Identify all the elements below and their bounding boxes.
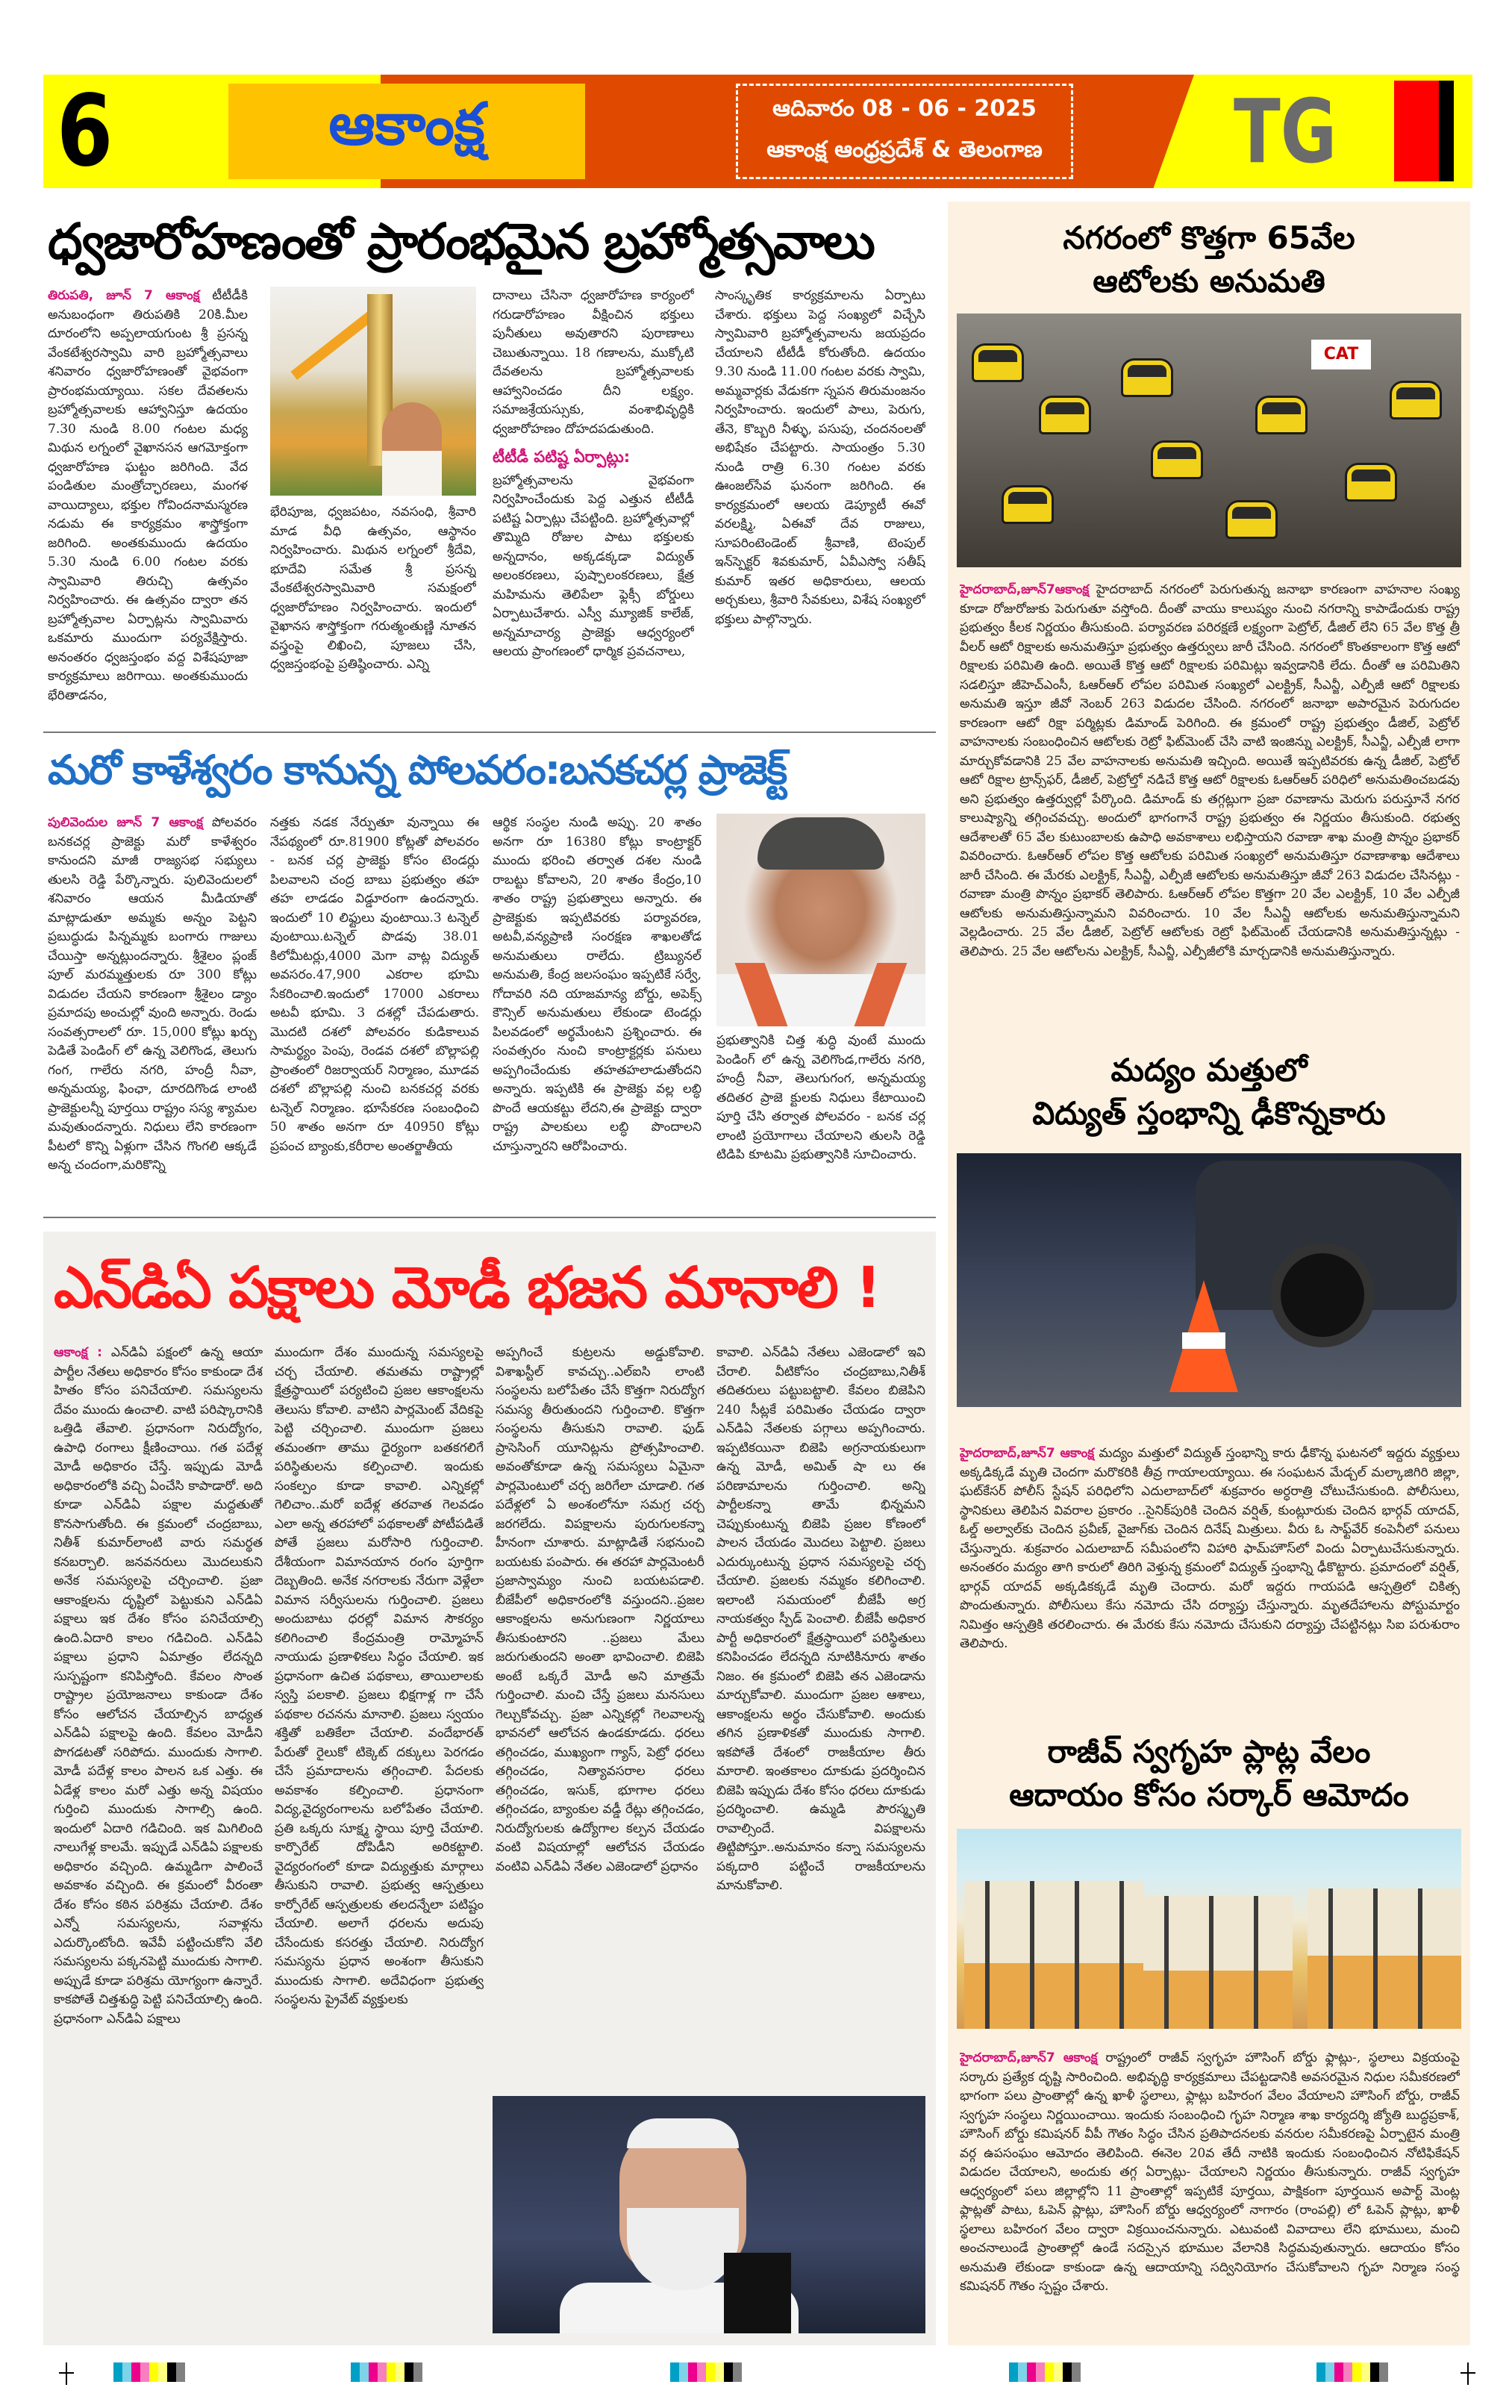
- color-swatch: [733, 2362, 742, 2382]
- color-swatch: [1054, 2362, 1063, 2382]
- auto-rickshaw: [1345, 463, 1397, 502]
- color-swatch: [1045, 2362, 1054, 2382]
- sidebar-story1-text: హైదరాబాద్ నగరంలో పెరుగుతున్న జనాభా కారణంగా వాహనాల సంఖ్య కూడా రోజురోజుకు పెరుగుతూ వస్తోంది. దీంతో వాయు కాలుష్యం నుంచి నగరాన్ని కాపాడేందుకు రాష్ట్ర ప్రభుత్వం కీలక నిర్ణయం తీసుకుంది. పర్యావరణ పరిరక్షణే లక్ష్యంగా పెట్రోల్, డీజిల్ లేని 65 వేల కొత్త త్రీ వీలర్ ఆటో రిక్షాలకు అనుమతిస్తూ ప్రభుత్వం ఉత్తర్వులు జారీ చేసింది. నగరంలో కొంతకాలంగా కొత్త ఆటో రిక్షాలకు పరిమితి ఉంది. అయితే కొత్త ఆటో రిక్షాలకు పరిమిట్లు ఇవ్వడానికి లేదు. దీంతో ఆ పరిమితిని సడలిస్తూ జీహెచ్ఎంసీ, ఓఆర్ఆర్ లోపల పరిమిత సంఖ్యలో ఎలక్ట్రిక్, సీఎన్జీ, ఎల్పీజీ ఆటో రిక్షాలకు అనుమతి ఇస్తూ జీవో నెంబర్ 263 విడుదల చేసింది. నగరంలో జనాభా అపారమైన పెరుగుదల కారణంగా ఆటో రిక్షా పర్మిట్లకు డిమాండ్ పెరిగింది. ఈ క్రమంలో రాష్ట్ర ప్రభుత్వం డీజిల్, పెట్రోల్ వాహనాలకు సంబంధించిన ఆటోలకు రెట్రో ఫిట్‌మెంట్ చేసి వాటి ఇంజిన్ను ఎలక్ట్రిక్, సీఎన్జీ, ఎల్పీజీ లాగా మార్చుకోవడానికి 25 వేల వాహనాలకు అనుమతి ఇచ్చింది. అయితే ఇప్పటివరకు ఉన్న డీజిల్, పెట్రోల్ ఆటో రిక్షాల ట్రాన్స్‌ఫర్, డీజిల్, పెట్రోల్తో నడిచే కొత్త ఆటో రిక్షాలకు ఓఆర్ఆర్ పరిధిలో అనుమతించబడవు అని ప్రభుత్వం ఉత్తర్వుల్లో పేర్కొంది. డిమాండ్ కు తగ్గట్లుగా ప్రజా రవాణాను మెరుగు పరుస్తూనే నగర కాలుష్యాన్ని తగ్గించవచ్చు. అందులో భాగంగానే రాష్ట్ర ప్రభుత్వం ఈ నిర్ణయం తీసుకుంది. రభుత్వ ఆదేశాలతో 65 వేల కుటుంబాలకు ఉపాధి అవకాశాలు లభిస్తాయని రవాణా శాఖ మంత్రి పొన్నం ప్రభాకర్ వివరించారు. ఓఆర్ఆర్ లోపల కొత్త ఆటోలకు పరిమిత సంఖ్యలో అనుమతిస్తూ రవాణాశాఖ ఆదేశాలు జారీ చేసింది. ఈ మేరకు ఎలక్ట్రిక్, సీఎన్జీ, ఎల్పీజీ ఆటోలకు అనుమతిస్తూ జీవో 263 విడుదల చేసినట్లు - రవాణా మంత్రి పొన్నం ప్రభాకర్ తెలిపారు. ఓఆర్ఆర్ లోపల కొత్తగా 20 వేల ఎలక్ట్రిక్, 10 వేల ఎల్పీజీ ఆటోలకు అనుమతిస్తున్నామని వివరించారు. 10 వేల సీఎన్జీ ఆటోలకు అనుమతిస్తున్నామని వెల్లడించారు. 25 వేల డీజిల్, పెట్రోల్ ఆటోలకు రెట్రో ఫిట్‌మెంట్ చేయడానికి అనుమతిస్తున్నట్లు - తెలిపారు. 25 వేల ఆటోలను ఎలక్ట్రిక్, సీఎన్జీ, ఎల్పీజీలోకి మార్చడానికి అనుమతిస్తున్నారు.: [960, 582, 1460, 959]
- story2-column-2: నత్తకు నడక నేర్పుతూ వున్నాయి ఈ నేపథ్యంలో రూ.81900 కోట్లతో పోలవరం - బనక చర్ల ప్రాజెక్టు కోసం టెండర్లు పిలవాలని చంద్ర బాబు ప్రభుత్వం తహ తహ లాడడం విడ్డూరంగా ఉందన్నారు. ఇందులో 10 లిఫ్టులు వుంటాయి.3 టన్నెల్ వుంటాయి.టన్నెల్ పొడవు 38.01 కిలోమీటర్లు,4000 మెగా వాట్ల విద్యుత్ అవసరం.47,900 ఎకరాల భూమి సేకరించాలి.ఇందులో 17000 ఎకరాలు అటవీ భూమి. 3 దశల్లో చేపడుతారు. మొదటి దశలో పోలవరం కుడికాలువ సామర్థ్యం పెంపు, రెండవ దశలో బొల్లాపల్లి ప్రాంతంలో రిజర్వాయర్ నిర్మాణం, మూడవ దశలో బొల్లాపల్లి నుంచి బనకచర్ల వరకు టన్నెల్ నిర్మాణం. భూసేకరణ సంబంధించి 50 శాతం అనగా రూ 40950 కోట్లు ప్రపంచ బ్యాంకు,కరీరాల అంతర్జాతీయ: [270, 815, 479, 1154]
- sidebar-story1-body: [960, 581, 1460, 1021]
- headline-line-1: రాజీవ్ స్వగృహ ప్లాట్ల వేలం: [1047, 1733, 1371, 1770]
- color-swatch: [1018, 2362, 1027, 2382]
- color-swatch: [158, 2362, 167, 2382]
- color-registration-bar: [670, 2362, 742, 2382]
- newspaper-logo[interactable]: [228, 84, 585, 179]
- beard-shape: [627, 2208, 739, 2290]
- sidebar-story3-headline: [955, 1730, 1463, 1817]
- auto-rickshaw: [1039, 396, 1091, 434]
- color-swatch: [360, 2362, 369, 2382]
- color-swatch: [1316, 2362, 1325, 2382]
- modi-speaking-photo: [493, 2096, 925, 2333]
- sidebar-story2-body: [960, 1444, 1460, 1691]
- color-swatch: [1072, 2362, 1081, 2382]
- shop-sign: CAT: [1311, 340, 1371, 369]
- logo-text: ఆకాంక్ష: [328, 90, 485, 158]
- color-swatch: [387, 2362, 396, 2382]
- color-swatch: [1009, 2362, 1018, 2382]
- sidebar-story1-dateline: హైదరాబాద్,జూన్7ఆకాంక్ష: [960, 582, 1090, 597]
- color-swatch: [167, 2362, 176, 2382]
- story1-headline: ధ్వజారోహణంతో ప్రారంభమైన బ్రహ్మోత్సవాలు: [48, 213, 874, 270]
- story1-dateline: తిరుపతి, జూన్ 7 ఆకాంక్ష: [48, 288, 200, 303]
- color-swatch: [113, 2362, 122, 2382]
- color-swatch: [378, 2362, 387, 2382]
- story3-dateline: ఆకాంక్ష :: [54, 1345, 102, 1360]
- crop-mark: [1467, 2362, 1469, 2385]
- story2-col1-text: పోలవరం బనకచర్ల ప్రాజెక్టు మరో కాళేశ్వరం కానుందని మాజీ రాజ్యసభ సభ్యులు తులసి రెడ్డి పేర్కొన్నారు. పులివెందులలో శనివారం ఆయన మీడియాతో మాట్లాడుతూ అమ్మకు అన్నం పెట్టని ప్రబుద్ధుడు పిన్నమ్మకు బంగారు గాజులు చేయిస్తా అన్నట్లుందన్నారు. శ్రీశైలం ప్లంజ్ పూల్ మరమ్మత్తులకు రూ 300 కోట్లు విడుదల చేయని కారణంగా శ్రీశైలం డ్యాం ప్రమాదపు అంచుల్లో వుంది అన్నారు. రెండు సంవత్సరాలలో రూ. 15,000 కోట్లు ఖర్చు పెడితే పెండింగ్ లో ఉన్న వెలిగొండ, తెలుగు గంగ, గాలేరు నగరి, హంద్రీ నీవా, అన్నమయ్య, ఫింఛా, దూరదిగొండ లాంటి ప్రాజెక్టులన్నీ పూర్తయి రాష్ట్రం సస్య శ్యామల మవుతుందన్నారు. నిధులు లేని కారణంగా పీటలో కొన్ని ఏళ్లుగా చేసిన గొంగలి ఆక్కడే అన్న చందంగా,మరికొన్ని: [48, 815, 257, 1173]
- headline-line-2: ఆటోలకు అనుమతి: [1093, 263, 1325, 299]
- portrait-caption: ప్రభుత్వానికి చిత్త శుద్ధి వుంటే ముందు పెండింగ్ లో ఉన్న వెలిగొండ,గాలేరు నగరి, హంద్రీ నీవా, తెలుగుగంగ, అన్నమయ్య తదితర ప్రాజె క్టులకు నిధులు కేటాయించి పూర్తి చేసి తర్వాత పోలవరం - బనక చర్ల లాంటి ప్రయోగాలు చేయాలని తులసి రెడ్డి టిడిపి కూటమి ప్రభుత్వానికి సూచించారు.: [716, 1033, 925, 1162]
- story1-col3-text: దానాలు చేసినా ధ్వజారోహణ కార్యంలో గరుడారోహణం వీక్షించిన భక్తులు పునీతులు అవుతారని పురాణాలు చెబుతున్నాయి. 18 గణాలను, ముక్కోటి దేవతలను బ్రహ్మోత్సవాలకు ఆహ్వానించడం దీని లక్ష్యం. సమాజశ్రేయస్సుకు, వంశాభివృద్ధికి ధ్వజారోహణం దోహదపడుతుంది.: [493, 288, 694, 437]
- color-swatch: [1325, 2362, 1334, 2382]
- story2-dateline: పులివెందుల జూన్ 7 ఆకాంక్ష: [48, 815, 204, 830]
- headline-line-2: విద్యుత్ స్తంభాన్ని ఢీకొన్నకారు: [1032, 1095, 1386, 1132]
- wheel-shape: [1270, 1243, 1375, 1347]
- auto-rickshaw: [972, 343, 1024, 382]
- sidebar-story2-text: మద్యం మత్తులో విద్యుత్ స్తంభాన్ని కారు ఢీకొన్న ఘటనలో ఇద్దరు వ్యక్తులు అక్కడిక్కడే మృతి చెందగా మరొకరికి తీవ్ర గాయాలయ్యాయి. ఈ సంఘటన మేడ్చల్ మల్కాజిగిరి జిల్లా, ఘట్‌కేసర్ పోలీస్ స్టేషన్ పరిధిలోని ఎదులాబాద్‌లో శుక్రవారం అర్ధరాత్రి చోటుచేసుకుంది. పోలీసులు, స్థానికులు తెలిపిన వివరాల ప్రకారం ..సైనిక్‌పురికి చెందిన వర్షిత్, కుంట్లూరుకు చెందిన భార్గవ్ యాదవ్, ఓల్డ్ అల్వాల్‌కు చెందిన ప్రవీణ్, వైజాగ్‌కు చెందిన దినేష్ మిత్రులు. వీరు ఓ సాఫ్ట్‌వేర్ కంపెనీలో పనులు చేస్తున్నారు. శుక్రవారం ఎదులాబాద్ సమీపంలోని విహారి ఫామ్‌హౌస్‌లో విందు ఏర్పాటుచేసుకున్నారు. అనంతరం మద్యం తాగి కారులో తిరిగి వెళ్తున్న క్రమంలో విద్యుత్ స్తంభాన్ని ఢీకొట్టారు. ప్రమాదంలో వర్షిత్, భార్గవ్ యాదవ్ అక్కడికక్కడే మృతి చెందారు. మరో ఇద్దరు గాయపడి ఆస్పత్రిలో చికిత్స పొందుతున్నారు. పోలీసులు కేసు నమోదు చేసి దర్యాప్తు చేస్తున్నారు. మృతదేహాలను పోస్టుమార్టం నిమిత్తం ఆస్పత్రికి తరలించారు. ఈ మేరకు కేసు నమోదు చేసుకుని దర్యాప్తు చేపట్టినట్లు సిఐ పరుశురాం తెలిపారు.: [960, 1446, 1460, 1651]
- sidebar-story3-dateline: హైదరాబాద్,జూన్7 ఆకాంక్ష: [960, 2050, 1098, 2065]
- story3-headline: ఎన్‌డిఏ పక్షాలు మోడీ భజన మానాలి !: [54, 1254, 880, 1320]
- color-swatch: [1370, 2362, 1379, 2382]
- story1-col3b-text: బ్రహ్మోత్సవాలను వైభవంగా నిర్వహించేందుకు పెద్ద ఎత్తున టీటీడీ పటిష్ట ఏర్పాట్లు చేపట్టింది. బ్రహ్మోత్సవాల్లో తొమ్మిది రోజుల పాటు భక్తులకు అన్నదానం, అక్కడక్కడా విద్యుత్ అలంకరణలు, పుష్పాలంకరణలు, క్షేత్ర మహిమను తెలిపేలా ఫ్లెక్సీ బోర్డులు ఏర్పాటుచేశారు. ఎస్వీ మ్యూజిక్ కాలేజ్, అన్నమాచార్య ప్రాజెక్టు ఆధ్వర్యంలో ఆలయ ప్రాంగణంలో ధార్మిక ప్రవచనాలు,: [493, 472, 694, 659]
- story2-column-1: [48, 814, 257, 1202]
- dhoti-shape: [382, 451, 442, 496]
- building-upper: [1308, 1888, 1461, 1956]
- color-swatch: [140, 2362, 149, 2382]
- color-swatch: [688, 2362, 697, 2382]
- color-tab-black: [1439, 81, 1454, 181]
- sidebar-story3-body: [960, 2049, 1460, 2340]
- story3-column-2: ముందుగా దేశం ముందున్న సమస్యలపై చర్చ చేయాలి. తమతమ రాష్ట్రాల్లో క్షేత్రస్థాయిలో పర్యటించి ప్రజల ఆకాంక్షలను తెలుసు కోవాలి. వాటిని పార్లమెంట్ వేదికపై పెట్టి చర్చించాలి. ముందుగా ప్రజలు తమంతగా తాము ధైర్యంగా బతకగలిగే పరిస్థితులను కల్పించాలి. ఇందుకు సంకల్పం కూడా కావాలి. ఎన్నికల్లో గెలిచాం..మరో ఐదేళ్ల తరవాత గెలవడం ఎలా అన్న తరహాలో పథకాలతో పోటీపడితే పోతే ప్రజలు మరోసారి గుర్తించాలి. దేశీయంగా విమానయాన రంగం పూర్తిగా దెబ్బతింది. అనేక నగరాలకు నేరుగా వెళ్లేలా విమాన సర్వీసులను గుర్తించాలి. ప్రజలు అందుబాటు ధరల్లో విమాన సౌకర్యం కలిగించాలి కేంద్రమంత్రి రామ్మోహన్ నాయుడు ప్రణాళికలు సిద్ధం చేయాలి. ఇక ప్రధానంగా ఉచిత పథకాలు, తాయిలాలకు స్వస్తి పలకాలి. ప్రజలు భిక్షగాళ్ల గా చేసే పథకాల రచనను మానాలి. ప్రజలు స్వయం శక్తితో బతికేలా చేయాలి. వందేభారత్ పేరుతో రైలుకో టిక్కెట్ దక్కులు పెరగడం చేసే ప్రమాదాలను తగ్గించాలి. పేదలకు అవకాశం కల్పించాలి. ప్రధానంగా విద్య,వైద్యరంగాలను బలోపేతం చేయాలి. ప్రతి ఒక్కరు సూక్ష్మ స్థాయి పూర్తి చేయాలి. కార్పొరేట్ దోపిడీని అరికట్టాలి. వైద్యరంగంలో కూడా విద్యుత్తుకు మార్గాలు తీసుకుని రావాలి. ప్రభుత్వ ఆస్పత్రులు కార్పోరేట్ ఆస్పత్రులకు తలదన్నేలా పటిష్టం చేయాలి. అలాగే ధరలను అదుపు చేసేందుకు కసరత్తు చేయాలి. నిరుద్యోగ సమస్యను ప్రధాన అంశంగా తీసుకుని ముందుకు సాగాలి. అదేవిధంగా ప్రభుత్వ సంస్థలను ప్రైవేట్ వ్యక్తులకు: [275, 1345, 484, 2007]
- color-tab-red: [1394, 81, 1439, 181]
- sidebar-story1-headline: [955, 216, 1463, 303]
- hair-shape: [757, 817, 884, 870]
- story3-column-4: కావాలి. ఎన్‌డిఏ నేతలు ఎజెండాలో ఇవి చేరాలి. వీటికోసం చంద్రబాబు,నితీశ్ తదితరులు పట్టుబట్టాలి. కేవలం బిజెపిని 240 సీట్లకే పరిమితం చేయడం ద్వారా ఎన్‌డిఏ నేతలకు పగ్గాలు అప్పగించారు. ఇప్పటికయినా బిజెపి అగ్రనాయకులుగా ఉన్న మోడీ, అమిత్ షా లు ఈ పరిణామాలను గుర్తించాలి. అన్ని పార్టీలకన్నా తామే భిన్నమని చెప్పుకుంటున్న బిజెపి ప్రజల కోణంలో పాలన చేయడం మొదలు పెట్టాలి. ప్రజలు ఎదుర్కుంటున్న ప్రధాన సమస్యలపై చర్చ చేయాలి. ప్రజలకు నమ్మకం కలిగించాలి. ఇలాంటి సమయంలో బీజేపీ అగ్ర నాయకత్వం స్పీడ్ పెంచాలి. బీజేపీ అధికార పార్టీ అధికారంలో క్షేత్రస్థాయిలో పరిస్థితులు కనిపించడం లేదన్నది నూటికినూరు శాతం నిజం. ఈ క్రమంలో బిజెపి తన ఎజెండాను మార్చుకోవాలి. ముందుగా ప్రజల ఆశాలు, ఆకాంక్షలను అర్థం చేసుకోవాలి. అందుకు తగిన ప్రణాళికతో ముందుకు సాగాలి. ఇకపోతే దేశంలో రాజకీయాల తీరు మారాలి. ఇంతకాలం దూకుడు ప్రదర్శించిన బిజెపి ఇప్పుడు దేశం కోసం ధరలు దూకుడు ప్రదర్శించాలి. ఉమ్మడి పౌరస్మృతి రావాల్సిందే. విపక్షాలను తిట్టిపోస్తూ..అనుమానం కన్నా సమస్యలను పక్కదారి పట్టించే రాజకీయాలను మానుకోవాలి.: [716, 1345, 925, 1893]
- color-registration-bar: [1009, 2362, 1081, 2382]
- car-accident-photo: [957, 1153, 1461, 1407]
- issue-date: ఆదివారం 08 - 06 - 2025: [772, 95, 1037, 122]
- color-swatch: [396, 2362, 404, 2382]
- color-registration-bar: [1316, 2362, 1388, 2382]
- story3-column-3: అప్పగించే కుట్రలను అడ్డుకోవాలి. విశాఖస్టీల్ కావచ్చు..ఎల్ఐసి లాంటి సంస్థలను బలోపేతం చేసే కొత్తగా నిరుద్యోగ సమస్య తీరుతుందని గుర్తించాలి. కొత్తగా సంస్థలను తీసుకుని రావాలి. ఫుడ్ ప్రాసెసింగ్ యూనిట్లను ప్రోత్సహించాలి. అవంతోకూడా ఉన్న సమస్యలు ఏమైనా పార్లమెంటులో చర్చ జరిగేలా చూడాలి. గత పదేళ్లలో ఏ అంశంలోనూ సమగ్ర చర్చ జరగలేదు. విపక్షాలను పురుగులకన్నా హీనంగా చూశారు. మాట్లాడితే సభనుంచి బయటకు పంపారు. ఈ తరహా పార్లమెంటరీ ప్రజాస్వామ్యం నుంచి బయటపడాలి. బీజేపీలో అధికారంలోకి వస్తుందని..ప్రజల ఆకాంక్షలను అనుగుణంగా నిర్ణయాలు తీసుకుంటారని ..ప్రజలు మేలు జరుగుతుందని అంతా భావించాలి. బిజెపి అంటే ఒక్కరే మోడీ అని మాత్రమే గుర్తించాలి. మంచి చేస్తే ప్రజలు మనసులు గెల్చుకోవచ్చు. ప్రజా ఎన్నికల్లో గెలవాలన్న భావనలో ఆలోచన ఉండకూడదు. ధరలు తగ్గించడం, ముఖ్యంగా గ్యాస్, పెట్రో ధరలు తగ్గించడం, నిత్యావసరాల ధరలు తగ్గించడం, ఇసుక్, భూగాల ధరలు తగ్గించడం, బ్యాంకుల వడ్డీ రేట్లు తగ్గించడం, నిరుద్యోగులకు ఉద్యోగాల కల్పన చేయడం వంటి విషయాల్లో ఆలోచన చేయడం వంటివి ఎన్‌డిఏ నేతల ఎజెండాలో ప్రధానం: [496, 1345, 705, 1874]
- auto-rickshaw: [1002, 485, 1054, 524]
- divider: [43, 1217, 936, 1218]
- color-swatch: [122, 2362, 131, 2382]
- building-upper: [1143, 1896, 1293, 1971]
- region-code: TG: [1234, 80, 1337, 183]
- cone-stripe: [1182, 1332, 1225, 1349]
- auto-rickshaw: [1151, 440, 1203, 479]
- color-swatch: [1352, 2362, 1361, 2382]
- color-swatch: [369, 2362, 378, 2382]
- tulasi-reddy-portrait: [716, 814, 925, 1026]
- edition-name: ఆకాంక్ష ఆంధ్రప్రదేశ్ & తెలంగాణ: [766, 136, 1043, 163]
- date-edition-box: [736, 84, 1073, 179]
- headline-line-1: మద్యం మత్తులో: [1110, 1052, 1308, 1088]
- color-registration-bar: [113, 2362, 185, 2382]
- headline-line-1: నగరంలో కొత్తగా 65వేల: [1063, 219, 1355, 256]
- sidebar-story3-text: రాష్ట్రంలో రాజీవ్ స్వగృహ హౌసింగ్ బోర్డు ఫ్లాట్లు-, స్థలాలు విక్రయంపై సర్కారు ప్రత్యేక దృష్టి సారించింది. అభివృద్ధి కార్యక్రమాలు చేపట్టడానికి అవసరమైన నిధుల సమీకరణలో భాగంగా పలు ప్రాంతాల్లో ఉన్న ఖాళీ స్థలాలు, ఫ్లాట్లు బహిరంగ వేలం వేయాలని హౌసింగ్ బోర్డు, రాజీవ్ స్వగృహ సంస్థలు నిర్ణయించాయి. ఇందుకు సంబంధించి గృహ నిర్మాణ శాఖ కార్యదర్శి జ్యోతి బుద్ధప్రకాశ్, హౌసింగ్ బోర్డు కమిషనర్ వీపీ గౌతం సిద్ధం చేసిన ప్రతిపాదనలకు వనరుల సమీకరణపై ఏర్పాటైన మంత్రి వర్గ ఉపసంఘం ఆమోదం తెలిపింది. ఈనెల 20వ తేదీ నాటికి ఇందుకు సంబంధించిన నోటిఫికేషన్ విడుదల చేయాలని, అందుకు తగ్గ ఏర్పాట్లు- చేయాలని నిర్ణయం తీసుకున్నారు. రాజీవ్ స్వగృహ ఆధ్వర్యంలో పలు జిల్లాల్లోని 11 ప్రాంతాల్లో ఇప్పటికే పూర్తయి, పాక్షికంగా పూర్తయిన అపార్ట్ మెంట్ల ఫ్లాట్లతో పాటు, ఓపెన్ ప్లాట్లు, హౌసింగ్ బోర్డు ఆధ్వర్యంలో నాగారం (రాంపల్లి) లో ఓపెన్ ప్లాట్లు, ఖాళీ స్థలాలు బహిరంగ వేలం ద్వారా విక్రయించనున్నారు. ఎటువంటి వివాదాలు లేని భూములు, మంచి అంచనాలుండే ప్రాంతాల్లో ఉండే సదస్సైన భూముల వేలానికి సిద్ధమవుతున్నారు. ఆదాయం కోసం అనుమతి లేకుండా కాకుండా ఉన్న ఆదాయాన్ని సద్వినియోగం చేసుకోవాలని గృహ నిర్మాణ సంస్థ కమిషనర్ గౌతం స్పష్టం చేశారు.: [960, 2050, 1460, 2294]
- building-lower: [1143, 1971, 1293, 2029]
- story2-headline: మరో కాళేశ్వరం కానున్న పోలవరం:బనకచర్ల ప్రాజెక్ట్: [48, 746, 787, 793]
- story3-column-1: [54, 1344, 263, 2329]
- story1-col1-text: టీటీడీకి అనుబంధంగా తిరుపతికి 20కి.మీల దూరంలోని అప్పలాయగుంట శ్రీ ప్రసన్న వేంకటేశ్వరస్వామి వారి బ్రహ్మోత్సవాలు శనివారం ధ్వజారోహణంతో వైభవంగా ప్రారంభమయ్యాయి. సకల దేవతలను బ్రహ్మోత్సవాలకు ఆహ్వానిస్తూ ఉదయం 7.30 నుండి 8.00 గంటల మధ్య మిథున లగ్నంలో వైఖానసన ఆగమోక్తంగా ధ్వజారోహణ ఘట్టం జరిగింది. వేద పండితుల మంత్రోచ్ఛారణలు, మంగళ వాయిద్యాలు, భక్తుల గోవిందనామస్మరణ నడుమ ఈ కార్యక్రమం శాస్త్రోక్తంగా జరిగింది. అంతకుముందు ఉదయం 5.30 నుండి 6.00 గంటల వరకు స్వామివారి తిరుచ్చి ఉత్సవం నిర్వహించారు. ఈ ఉత్సవం ద్వారా తన బ్రహ్మోత్సవాల ఏర్పాట్లను స్వామివారు ఒకమారు ముందుగా పర్యవేక్షిస్తారు. అనంతరం ధ్వజస్తంభం వద్ద విశేషపూజా కార్యక్రమాలు జరిగాయి. అంతకుముందు భేరితాడనం,: [48, 288, 248, 703]
- flag-hoisting-photo: [270, 287, 476, 496]
- story1-column-3: [493, 287, 694, 727]
- color-swatch: [1379, 2362, 1388, 2382]
- color-swatch: [1334, 2362, 1343, 2382]
- divider: [43, 732, 936, 733]
- color-swatch: [413, 2362, 422, 2382]
- color-swatch: [1343, 2362, 1352, 2382]
- color-swatch: [1361, 2362, 1370, 2382]
- building-lower: [1308, 1956, 1461, 2029]
- story3-col1-text: ఎన్‌డిఏ పక్షంలో ఉన్న ఆయా పార్టీల నేతలు అధికారం కోసం కాకుండా దేశ హితం కోసం పనిచేయాలి. సమస్యలను దేవం ముందు ఉంచాలి. వాటి పరిష్కారానికి ఒత్తిడి తేవాలి. ప్రధానంగా నిరుద్యోగం, ఉపాధి రంగాలు క్షీణించాయి. గత పదేళ్ల మోడీ అధికారం చేస్తే. ఇప్పుడు మోడీ అధికారంలోకి వచ్చి ఏంచేసి కాపాడారో. అది కూడా ఎన్‌డిఏ పక్షాల మద్దతుతో కొనసాగుతోంది. ఈ క్రమంలో చంద్రబాబు, నితీశ్ కుమార్‌లాంటి వారు సమర్థత కనబర్చాలి. జనవనరులు మొదలుకుని అనేక సమస్యలపై చర్చించాలి. ప్రజా ఆకాంక్షలను దృష్టిలో పెట్టుకుని ఎన్‌డిఏ పక్షాలు ఇక దేశం కోసం పనిచేయాల్సి ఉంది.ఏదారి కాలం గడిచింది. ఎన్‌డిఏ పక్షాలు ప్రధాని ఏమాత్రం లేదన్నది సుస్పష్టంగా కనిపిస్తోంది. కేవలం సొంత రాష్ట్రాల ప్రయోజనాలు కాకుండా దేశం కోసం ఆలోచన చేయాల్సిన బాధ్యత ఎన్‌డిఏ పక్షాలపై ఉంది. కేవలం మోడీని పొగడటతో సరిపోదు. ముందుకు సాగాలి. మోడీ పదేళ్ల కాలం పాలన ఒక ఎత్తు. ఈ ఏడేళ్ల కాలం మరో ఎత్తు అన్న విషయం గుర్తించి ముందుకు సాగాల్సి ఉంది. ఇందులో ఏదారి గడిచింది. ఇక మిగిలింది నాలుగేళ్ల కాలమే. ఇప్పుడే ఎన్‌డిఏ పక్షాలకు అధికారం వచ్చింది. ఉమ్మడిగా పాలించే అవకాశం వచ్చింది. ఈ క్రమంలో వీరంతా దేశం కోసం కఠిన పరిశ్రమ చేయాలి. దేశం ఎన్నో సమస్యలను, సవాళ్లను ఎదుర్కొంటోంది. ఇవేవీ పట్టించుకోని వేలి సమస్యలను పక్కనపెట్టి ముందుకు సాగాలి. అప్పుడే కూడా పరిశ్రమ యోగ్యంగా ఉన్నారే. కాకపోతే చిత్తశుద్ధి పెట్టి పనిచేయాల్సి ఉంది. ప్రధానంగా ఎన్‌డిఏ పక్షాలు: [54, 1345, 263, 2027]
- sidebar-story2-dateline: హైదరాబాద్,జూన్7 ఆకాంక్ష: [960, 1446, 1095, 1461]
- sidebar-story2-headline: [955, 1049, 1463, 1135]
- building-lower: [964, 1963, 1143, 2029]
- auto-rickshaw: [1390, 381, 1442, 419]
- hair-shape: [627, 2118, 739, 2148]
- crop-mark: [66, 2362, 67, 2385]
- auto-rickshaw: [1225, 500, 1278, 539]
- color-swatch: [706, 2362, 715, 2382]
- color-swatch: [131, 2362, 140, 2382]
- story1-column-1: [48, 287, 248, 727]
- color-swatch: [1027, 2362, 1036, 2382]
- housing-apartments-photo: [957, 1829, 1461, 2029]
- page-number: 6: [57, 74, 113, 189]
- color-swatch: [404, 2362, 413, 2382]
- story2-column-3: ఆర్థిక సంస్థల నుండి అప్పు. 20 శాతం అనగా రూ 16380 కోట్లు కాంట్రాక్టర్ ముందు భరించి తర్వాత దశల నుండి రాబట్టు కోవాలని, 20 శాతం కేంద్రం,10 శాతం రాష్ట్ర ప్రభుత్వాలు అన్నారు. ఈ ప్రాజెక్టుకు ఇప్పటివరకు పర్యావరణ, అటవీ,వన్యప్రాణి సంరక్షణ శాఖలతోడ అనుమతులు రాలేదు. ట్రిబ్యునల్ అనుమతి, కేంద్ర జలసంఘం ఇప్పటికే సర్వే, గోదావరి నది యాజమాన్య బోర్డు, అపెక్స్ కౌన్సిల్ అనుమతులు లేకుండా టెండర్లు పిలవడంలో అర్థమేంటని ప్రశ్నించారు. ఈ సంవత్సరం నుంచి కాంట్రాక్టర్లకు పనులు అప్పగించేందుకు తహతహలాడుతోందని అన్నారు. ఇప్పటికి ఈ ప్రాజెక్టు వల్ల లబ్ధి పొందే ఆయకట్టు లేదని,ఈ ప్రాజెక్టు ద్వారా రాష్ట్ర పాలకులు లబ్ధి పొందాలని చూస్తున్నారని ఆరోపించారు.: [493, 815, 702, 1154]
- color-swatch: [679, 2362, 688, 2382]
- color-swatch: [149, 2362, 158, 2382]
- masthead: [43, 75, 1472, 188]
- headline-line-2: ఆదాయం కోసం సర్కార్ ఆమోదం: [1009, 1777, 1409, 1813]
- auto-rickshaw: [1121, 358, 1173, 397]
- auto-rickshaws-photo: [957, 314, 1461, 567]
- story1-column-2: భేరిపూజ, ధ్వజపటం, నవసంధి, శ్రీవారి మాడ వీధి ఉత్సవం, ఆస్థానం నిర్వహించారు. మిథున లగ్నంలో శ్రీదేవి, భూదేవి సమేత శ్రీ ప్రసన్న వేంకటేశ్వరస్వామివారి సమక్షంలో ధ్వజారోహణం నిర్వహించారు. ఇందులో వైఖానస శాస్త్రోక్తంగా గరుత్మంతుణ్ణి నూతన వస్త్రంపై లిఖించి, పూజలు చేసి, ధ్వజస్తంభంపై ప్రతిష్ఠించారు. ఎన్ని: [270, 505, 476, 672]
- color-swatch: [1063, 2362, 1072, 2382]
- color-swatch: [697, 2362, 706, 2382]
- color-registration-bar: [351, 2362, 422, 2382]
- color-swatch: [1036, 2362, 1045, 2382]
- color-swatch: [715, 2362, 724, 2382]
- microphone-shape: [724, 2253, 791, 2333]
- story1-subheading: టీటీడీ పటిష్ట ఏర్పాట్లు:: [493, 448, 631, 466]
- auto-rickshaw: [1255, 396, 1308, 434]
- color-swatch: [724, 2362, 733, 2382]
- story1-column-4: సాంస్కృతిక కార్యక్రమాలను ఏర్పాటు చేశారు. భక్తులు పెద్ద సంఖ్యలో విచ్చేసి స్వామివారి బ్రహ్మోత్సవాలను జయప్రదం చేయాలని టీటీడీ కోరుతోంది. ఉదయం 9.30 నుండి 11.00 గంటల వరకు స్వామి, అమ్మవార్లకు వేడుకగా స్నపన తిరుమంజనం నిర్వహించారు. ఇందులో పాలు, పెరుగు, తేనె, కొబ్బరి నీళ్ళు, పసుపు, చందనంలతో అభిషేకం చేపట్టారు. సాయంత్రం 5.30 నుండి రాత్రి 6.30 గంటల వరకు ఊంజల్‌సేవ ఘనంగా జరిగింది. ఈ కార్యక్రమంలో ఆలయ డెప్యూటీ ఈవో వరలక్ష్మి, ఏఈవో దేవ రాజులు, సూపరింటెండెంట్ శ్రీవాణి, టెంపుల్ ఇన్‌స్పెక్టర్ శివకుమార్, ఏవీఎస్వో సతీష్ కుమార్ ఇతర అధికారులు, ఆలయ అర్చకులు, శ్రీవారి సేవకులు, విశేష సంఖ్యలో భక్తులు పాల్గొన్నారు.: [715, 288, 925, 627]
- building-upper: [964, 1881, 1143, 1963]
- color-swatch: [351, 2362, 360, 2382]
- color-swatch: [176, 2362, 185, 2382]
- color-swatch: [670, 2362, 679, 2382]
